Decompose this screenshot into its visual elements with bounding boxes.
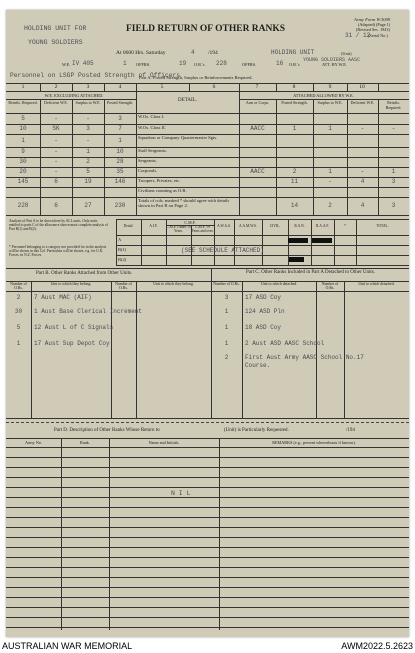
part-d-row-rule bbox=[6, 587, 409, 588]
part-d-row-rule bbox=[6, 487, 409, 488]
part-b-count: 2 bbox=[16, 294, 21, 301]
at-year: /194 bbox=[208, 50, 218, 56]
row-value: 2 bbox=[292, 168, 297, 175]
col-number: 2 bbox=[54, 84, 58, 90]
part-d-row-rule bbox=[6, 467, 409, 468]
analysis-row-label: B(1) bbox=[118, 247, 127, 252]
row-value: 1 bbox=[328, 168, 332, 175]
col-heading: DETAIL. bbox=[178, 98, 197, 103]
analysis-heading: * bbox=[344, 224, 346, 228]
part-c-unit: 124 ASD Pln bbox=[245, 308, 285, 315]
offrs-label-2: OFFRS. bbox=[242, 62, 257, 67]
col-heading: Surplus to W.E. bbox=[75, 100, 101, 105]
row-value: - bbox=[54, 168, 58, 175]
analysis-note: Analysis of Part A to be shown here by ALL units. Only units entitled to parts C of the allowance shown must complete analysis of Part B(1) and B(2). bbox=[9, 219, 108, 232]
row-value: AACC bbox=[250, 125, 265, 132]
part-c-col-heading: Unit to which detached. bbox=[260, 282, 298, 286]
part-d-heading-date: /194 bbox=[346, 428, 355, 433]
row-detail: Sergeants. bbox=[138, 158, 157, 163]
row-value: 146 bbox=[114, 178, 126, 185]
row-value: - bbox=[360, 125, 365, 132]
analysis-heading: R.A.N. bbox=[294, 224, 305, 228]
row-detail: Civilians counting as O.R. bbox=[138, 188, 187, 193]
col-heading: Posted Strength. bbox=[281, 100, 308, 105]
row-value: 1 bbox=[391, 168, 396, 175]
part-d-row-rule bbox=[6, 567, 409, 568]
part-d-heading-unit: (Unit) is Particularly Requested. bbox=[224, 428, 289, 433]
unit-label: (Unit) bbox=[341, 51, 352, 56]
part-d-row-rule bbox=[6, 547, 409, 548]
row-value: - bbox=[54, 158, 58, 165]
footer-right: AWM2022.5.2623 bbox=[341, 641, 413, 651]
part-b-unit: 1 Aust Base Clerical Increment bbox=[34, 308, 143, 315]
col-heading: Posted Strength. bbox=[106, 100, 134, 105]
row-value: 2 bbox=[86, 158, 90, 165]
serial-label: (Serial No.) bbox=[368, 33, 388, 38]
analysis-cmf: C.M.F. bbox=[184, 220, 196, 225]
we-typed: IV 405 bbox=[72, 60, 94, 67]
att-label: ATT. BY W.E. bbox=[322, 62, 347, 67]
row-detail: Corporals. bbox=[138, 168, 158, 173]
form-sheet bbox=[6, 10, 409, 637]
form-title: FIELD RETURN OF OTHER RANKS bbox=[126, 24, 286, 34]
part-c-count: 1 bbox=[224, 324, 229, 331]
attached-heading: ATTACHED ALLOWED BY W.E. bbox=[293, 93, 354, 98]
part-d-col-heading: Rank. bbox=[80, 440, 90, 445]
part-c-count: 1 bbox=[224, 308, 229, 315]
part-d-col-rule bbox=[61, 438, 62, 630]
part-d-row-rule bbox=[6, 607, 409, 608]
part-b-count: 1 bbox=[16, 340, 21, 347]
analysis-heading: C.M.F. 19 Years and over. bbox=[191, 225, 214, 233]
part-b-heading: Part B. Other Ranks Attached from Other Units. bbox=[36, 271, 133, 276]
row-value: 10 bbox=[116, 148, 124, 155]
serial-no: 31 / 12 bbox=[345, 32, 371, 39]
row-value: 5 bbox=[21, 114, 25, 122]
row-value: - bbox=[86, 114, 90, 122]
at-date-typed: 4 bbox=[191, 49, 195, 56]
part-d-table bbox=[6, 10, 409, 637]
part-d-row-rule bbox=[6, 517, 409, 518]
offrs-1-val: 1 bbox=[123, 60, 127, 67]
analysis-note-2: * Personnel belonging to a category not provided for in the analysis will be shown in this Col. Particulars will be shown, e.g. for U.K. Forces, in N.Z. Forces. bbox=[9, 245, 107, 258]
we-excl-heading: W.E. EXCLUDING ATTACHED. bbox=[44, 93, 104, 98]
row-value: 228 bbox=[17, 202, 29, 209]
part-b-count: 5 bbox=[16, 324, 21, 331]
col-number: 10 bbox=[359, 84, 365, 90]
footer-left: AUSTRALIAN WAR MEMORIAL bbox=[2, 641, 133, 651]
analysis-row-label: A bbox=[118, 237, 122, 242]
row-value: 20 bbox=[19, 168, 27, 175]
analysis-heading: R.A.A.F. bbox=[316, 224, 329, 228]
col-heading: Reinfts. Required. bbox=[385, 100, 402, 110]
ors-1-typed: 228 bbox=[216, 60, 227, 67]
ors-2-val: 16 bbox=[276, 60, 284, 67]
part-b-unit: 17 Aust Sup Depot Coy bbox=[34, 340, 110, 347]
part-b-unit: 7 Aust MAC (AIF) bbox=[34, 294, 92, 301]
part-c-unit: First Aust Army AASC School No.17 Course. bbox=[245, 354, 364, 369]
part-d-row-rule bbox=[6, 477, 409, 478]
part-d-heading: Part D. Description of Other Ranks Whose Return to bbox=[54, 428, 160, 433]
part-d-row-rule bbox=[6, 497, 409, 498]
row-value: 230 bbox=[114, 202, 126, 209]
row-value: - bbox=[391, 125, 396, 132]
row-value: 14 bbox=[290, 202, 299, 209]
part-b-col-heading: Unit to which they belong. bbox=[153, 282, 194, 286]
row-value: - bbox=[54, 148, 58, 155]
part-c-count: 1 bbox=[224, 340, 229, 347]
row-value: 6 bbox=[54, 178, 58, 185]
col-heading: Deficient W.E. bbox=[350, 100, 375, 105]
part-d-row-rule bbox=[6, 457, 409, 458]
analysis-heading: A.W.A.S. bbox=[217, 224, 231, 228]
offrs-label-1: OFFRS. bbox=[136, 62, 151, 67]
at-line: At 0600 Hrs. Saturday bbox=[116, 50, 166, 56]
unit-typed-1: HOLDING UNIT FOR bbox=[24, 25, 87, 32]
row-value: 1 bbox=[328, 125, 332, 132]
row-detail: Totals of cols. marked * should agree with details shown in Part B on Page 2. bbox=[138, 198, 230, 208]
row-value: 1 bbox=[118, 136, 122, 144]
part-b-count: 30 bbox=[14, 308, 23, 315]
row-value: 11 bbox=[290, 178, 299, 185]
row-detail: Troopers, Privates, etc. bbox=[138, 178, 181, 183]
part-d-col-heading: Name and Initials. bbox=[148, 440, 180, 445]
part-c-col-heading: Number of O.Rs. bbox=[321, 282, 339, 291]
analysis-heading: TOTAL. bbox=[376, 224, 389, 228]
analysis-row-label: B(2) bbox=[118, 257, 127, 262]
part-b-col-heading: Number of O.Rs. bbox=[10, 282, 27, 291]
form-ref-1: Army Form W.3009 bbox=[354, 17, 391, 22]
row-value: - bbox=[54, 114, 58, 122]
part-d-row-rule bbox=[6, 557, 409, 558]
unit-typed-top: HOLDING UNIT bbox=[271, 49, 315, 56]
row-value: 4 bbox=[360, 202, 365, 209]
row-value: 1 bbox=[21, 136, 25, 144]
analysis-heading: C.M.F. Under 19 Years. bbox=[166, 225, 191, 233]
row-value: 1 bbox=[292, 125, 297, 132]
row-value: 9 bbox=[21, 148, 25, 155]
analysis-typed: (SEE SCHEDULE ATTACHED) bbox=[181, 247, 264, 254]
part-c-heading: Part C. Other Ranks Included in Part A Detached to Other Units. bbox=[245, 270, 375, 275]
row-value: 10 bbox=[19, 125, 27, 132]
form-ref-2: (Adapted) (Page 1) bbox=[358, 22, 391, 27]
ors-label-2: O.R.'s bbox=[289, 62, 300, 67]
part-d-col-rule bbox=[109, 438, 110, 630]
col-number: 6 bbox=[212, 84, 216, 90]
part-c-col-heading: Number of O.Rs. bbox=[213, 282, 240, 286]
part-d-separator bbox=[6, 422, 409, 423]
part-d-col-heading: REMARKS (e.g., present whereabouts if known). bbox=[272, 440, 356, 445]
part-d-row-rule bbox=[6, 577, 409, 578]
row-value: 7 bbox=[118, 125, 122, 132]
row-value: 3 bbox=[391, 202, 396, 209]
form-ref-3: (Revised Sec. 1943) bbox=[356, 27, 390, 32]
col-heading: Arm or Corps. bbox=[245, 100, 270, 105]
part-d-nil: N I L bbox=[171, 490, 191, 497]
analysis-heading: A.A.M.W.S. bbox=[239, 224, 257, 228]
row-value: 4 bbox=[360, 178, 365, 185]
row-value: 3 bbox=[118, 114, 122, 122]
row-detail: Squadron or Company Quartermaster Sgts. bbox=[138, 135, 218, 140]
part-c-unit: 2 Aust ASD AASC School bbox=[245, 340, 325, 347]
col-number: 4 bbox=[118, 84, 122, 90]
col-number: 1 bbox=[21, 84, 25, 90]
part-d-row-rule bbox=[6, 507, 409, 508]
col-heading: Deficient W.E. bbox=[44, 100, 68, 105]
ors-label-1: O.R.'s bbox=[194, 62, 205, 67]
part-c-unit: 18 ASD Coy bbox=[245, 324, 282, 331]
col-number: 8 bbox=[292, 84, 296, 90]
ors-1-val: 19 bbox=[179, 60, 187, 67]
row-value: 27 bbox=[84, 202, 92, 209]
serial-typed-right: YOUNG SOLDIERS AASC bbox=[303, 57, 361, 63]
part-b-col-heading: Unit to which they belong. bbox=[50, 282, 92, 286]
unit-typed-2: YOUNG SOLDIERS bbox=[28, 39, 83, 46]
part-a-heading: Part A. Posted Strength, Surplus or Reinforcements Required. bbox=[139, 75, 253, 80]
row-value: - bbox=[328, 178, 332, 185]
row-value: 2 bbox=[328, 202, 332, 209]
row-value: 145 bbox=[17, 178, 29, 185]
part-d-col-heading: Army No. bbox=[25, 440, 42, 445]
part-d-row-rule bbox=[6, 617, 409, 618]
archive-footer bbox=[0, 640, 415, 653]
we-label: W.E. bbox=[62, 62, 71, 67]
col-heading: Surplus to W.E. bbox=[317, 100, 343, 105]
row-value: 35 bbox=[116, 168, 124, 175]
row-value: SK bbox=[52, 125, 60, 132]
row-value: 30 bbox=[19, 158, 27, 165]
part-d-row-rule bbox=[6, 527, 409, 528]
part-c-col-heading: Unit to which detached. bbox=[358, 282, 395, 286]
part-d-row-rule bbox=[6, 627, 409, 628]
col-number: 3 bbox=[86, 84, 90, 90]
col-number: 7 bbox=[255, 84, 259, 90]
col-number: 5 bbox=[160, 84, 164, 90]
row-value: 3 bbox=[391, 178, 396, 185]
part-d-head-top bbox=[6, 438, 409, 439]
row-value: - bbox=[54, 136, 58, 144]
row-value: 19 bbox=[84, 178, 92, 185]
row-value: 28 bbox=[116, 158, 124, 165]
col-number: 9 bbox=[328, 84, 332, 90]
part-d-row-rule bbox=[6, 537, 409, 538]
row-value: 1 bbox=[86, 148, 90, 155]
row-detail: Staff Sergeants. bbox=[138, 148, 167, 153]
part-b-unit: 12 Aust L of C Signals bbox=[34, 324, 114, 331]
analysis-heading: CIVIL. bbox=[269, 224, 281, 228]
row-value: - bbox=[86, 136, 90, 144]
analysis-heading: Detail. bbox=[123, 224, 134, 228]
row-value: AACC bbox=[250, 168, 265, 175]
part-b-col-heading: Number of O.Rs. bbox=[115, 282, 132, 291]
unit-typed-3: Personnel on LSGP Posted Strength of Officers bbox=[10, 72, 181, 79]
part-d-head-rule bbox=[6, 447, 409, 448]
row-detail: W.Os. Class II. bbox=[138, 125, 166, 130]
row-detail: W.Os. Class I. bbox=[138, 114, 165, 119]
row-value: - bbox=[360, 168, 365, 175]
analysis-heading: A.I.F. bbox=[149, 224, 158, 228]
part-d-col-rule bbox=[219, 438, 220, 630]
part-d-row-rule bbox=[6, 597, 409, 598]
part-c-count: 3 bbox=[224, 294, 229, 301]
part-c-unit: 17 ASD Coy bbox=[245, 294, 282, 301]
row-value: 5 bbox=[86, 168, 90, 175]
part-c-count: 2 bbox=[224, 354, 229, 361]
col-heading: Reinfts. Required. bbox=[8, 100, 38, 105]
row-value: 6 bbox=[54, 202, 58, 209]
row-value: 3 bbox=[86, 125, 90, 132]
